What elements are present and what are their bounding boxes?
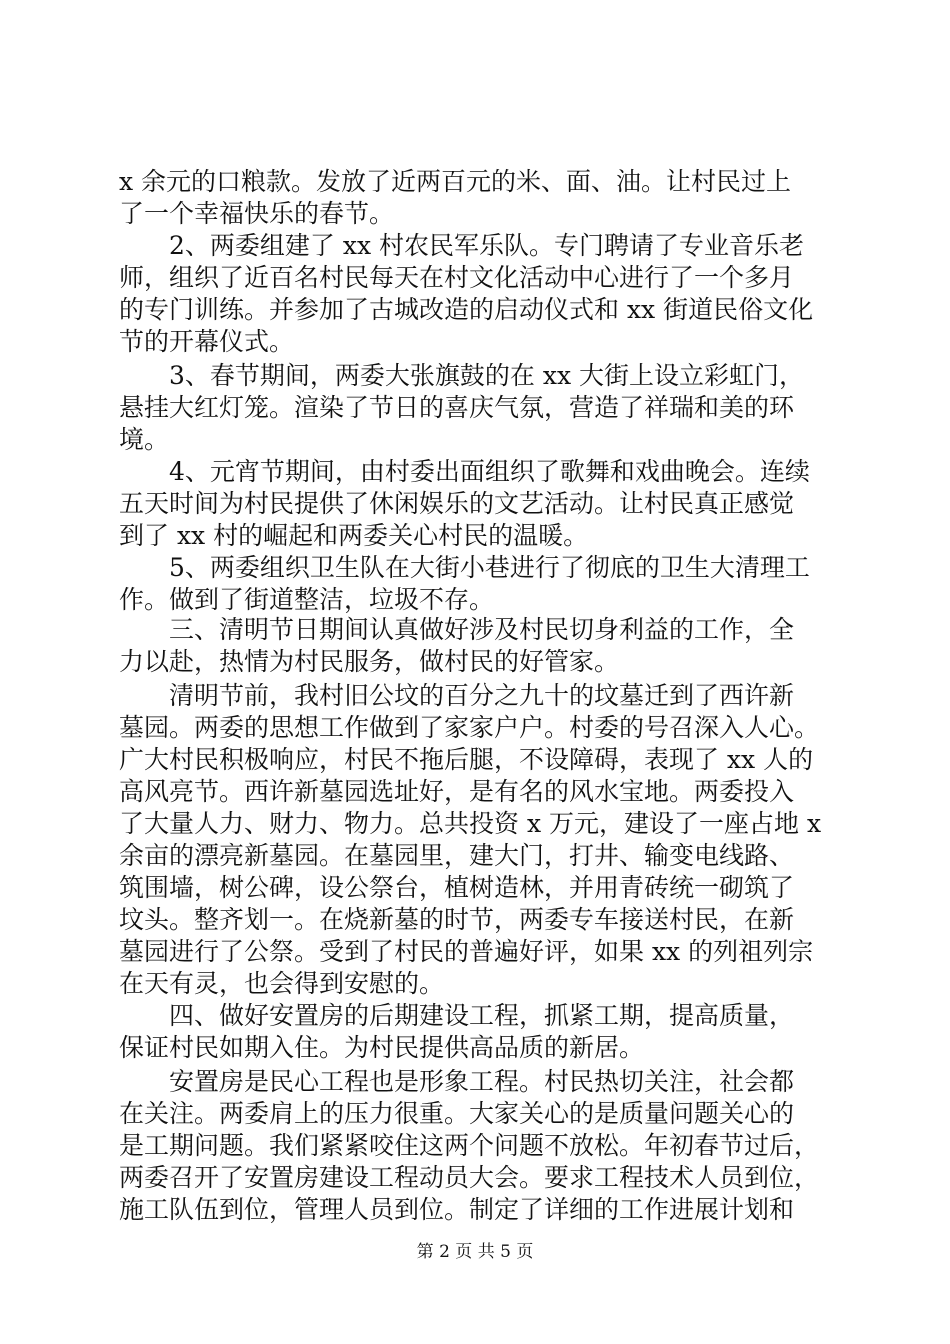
text-line: 的专门训练。并参加了古城改造的启动仪式和 xx 街道民俗文化 bbox=[119, 295, 814, 324]
text-line: 师，组织了近百名村民每天在村文化活动中心进行了一个多月 bbox=[119, 263, 795, 292]
text-line: 墓园进行了公祭。受到了村民的普遍好评，如果 xx 的列祖列宗 bbox=[119, 937, 814, 966]
text-line: 三、清明节日期间认真做好涉及村民切身利益的工作，全 bbox=[119, 615, 795, 644]
text-line: 墓园。两委的思想工作做到了家家户户。村委的号召深入人心。 bbox=[119, 713, 820, 742]
text-line: 2、两委组建了 xx 村农民军乐队。专门聘请了专业音乐老 bbox=[119, 231, 804, 260]
text-line: 4、元宵节期间，由村委出面组织了歌舞和戏曲晚会。连续 bbox=[119, 457, 810, 486]
text-line: 在天有灵，也会得到安慰的。 bbox=[119, 969, 445, 998]
text-line: 坟头。整齐划一。在烧新墓的时节，两委专车接送村民，在新 bbox=[119, 905, 795, 934]
text-line: 筑围墙，树公碑，设公祭台，植树造林，并用青砖统一砌筑了 bbox=[119, 873, 795, 902]
page-number-footer: 第 2 页 共 5 页 bbox=[416, 1242, 534, 1262]
text-line: 节的开幕仪式。 bbox=[119, 327, 295, 356]
text-line: 3、春节期间，两委大张旗鼓的在 xx 大街上设立彩虹门， bbox=[119, 361, 804, 390]
text-line: 五天时间为村民提供了休闲娱乐的文艺活动。让村民真正感觉 bbox=[119, 489, 795, 518]
text-line: 悬挂大红灯笼。渲染了节日的喜庆气氛，营造了祥瑞和美的环 bbox=[119, 393, 795, 422]
text-line: 是工期问题。我们紧紧咬住这两个问题不放松。年初春节过后， bbox=[119, 1131, 820, 1160]
text-line: 高风亮节。西许新墓园选址好，是有名的风水宝地。两委投入 bbox=[119, 777, 795, 806]
text-line: 施工队伍到位，管理人员到位。制定了详细的工作进展计划和 bbox=[119, 1195, 795, 1224]
text-line: 力以赴，热情为村民服务，做村民的好管家。 bbox=[119, 647, 620, 676]
text-line: 在关注。两委肩上的压力很重。大家关心的是质量问题关心的 bbox=[119, 1099, 795, 1128]
text-line: x 余元的口粮款。发放了近两百元的米、面、油。让村民过上 bbox=[119, 167, 792, 196]
text-line: 到了 xx 村的崛起和两委关心村民的温暖。 bbox=[119, 521, 589, 550]
text-line: 5、两委组织卫生队在大街小巷进行了彻底的卫生大清理工 bbox=[119, 553, 810, 582]
text-line: 作。做到了街道整洁，垃圾不存。 bbox=[119, 585, 495, 614]
text-line: 安置房是民心工程也是形象工程。村民热切关注，社会都 bbox=[119, 1067, 795, 1096]
text-line: 四、做好安置房的后期建设工程，抓紧工期，提高质量， bbox=[119, 1001, 795, 1030]
text-line: 清明节前，我村旧公坟的百分之九十的坟墓迁到了西许新 bbox=[119, 681, 795, 710]
text-line: 余亩的漂亮新墓园。在墓园里，建大门，打井、输变电线路、 bbox=[119, 841, 795, 870]
text-line: 境。 bbox=[119, 425, 170, 454]
text-line: 广大村民积极响应，村民不拖后腿，不设障碍，表现了 xx 人的 bbox=[119, 745, 814, 774]
text-line: 了大量人力、财力、物力。总共投资 x 万元，建设了一座占地 x bbox=[119, 809, 822, 838]
text-line: 保证村民如期入住。为村民提供高品质的新居。 bbox=[119, 1033, 645, 1062]
text-line: 两委召开了安置房建设工程动员大会。要求工程技术人员到位， bbox=[119, 1163, 820, 1192]
text-line: 了一个幸福快乐的春节。 bbox=[119, 199, 395, 228]
